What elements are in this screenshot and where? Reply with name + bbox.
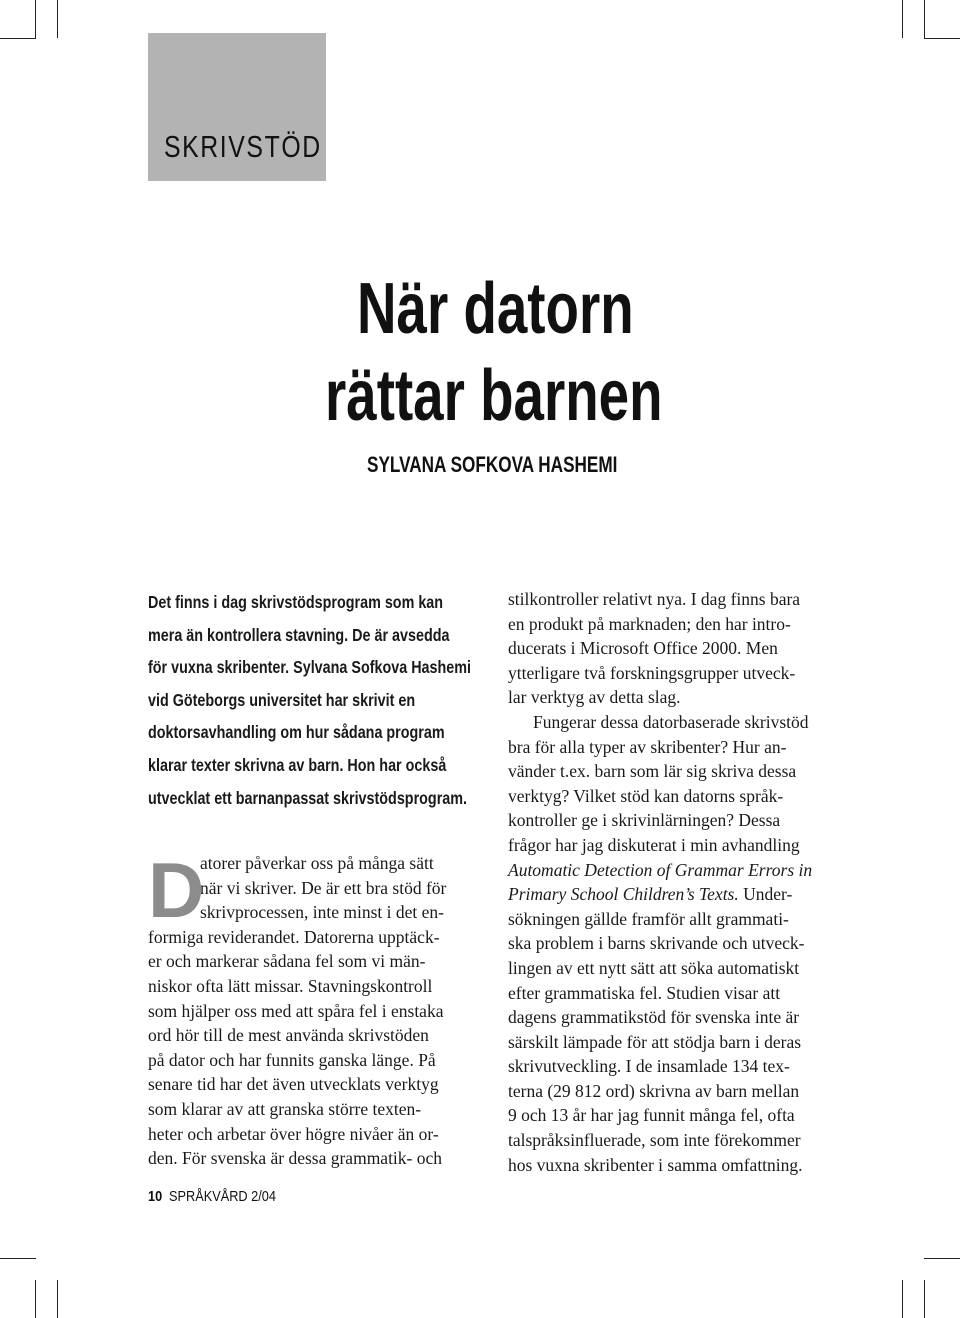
body-line: talspråksinfluerade, som inte förekommer [508,1130,801,1151]
crop-mark-bottom-left-3 [57,1280,58,1318]
body-column-left [148,846,488,1171]
body-line: som hjälper oss med att spåra fel i enstaka [148,1000,444,1021]
crop-mark-bottom-right-1 [924,1258,960,1259]
crop-mark-top-right-2 [924,0,925,38]
body-line: stilkontroller relativt nya. I dag finns bara [508,589,801,609]
crop-mark-top-left-2 [57,0,58,38]
body-line-mixed [508,882,848,907]
page-number: 10 [148,1188,163,1205]
lead-line: för vuxna skribenter. Sylvana Sofkova Hashemi [148,657,472,678]
crop-mark-bottom-right-3 [924,1280,925,1318]
thesis-title-part-2: Primary School Children’s Texts. [508,884,739,905]
page-footer [148,1188,276,1205]
body-column-right [508,587,848,1177]
body-line: niskor ofta lätt missar. Stavningskontroll [148,975,433,996]
crop-mark-top-left-1 [35,0,36,38]
body-line: 9 och 13 år har jag funnit många fel, ofta [508,1105,795,1126]
crop-mark-top-right-1 [902,0,903,38]
body-line: skrivutveckling. I de insamlade 134 tex- [508,1056,790,1077]
body-line: som klarar av att granska större texten- [148,1098,422,1119]
lead-line: klarar texter skrivna av barn. Hon har också [148,754,447,775]
body-line: hos vuxna skribenter i samma omfattning. [508,1154,803,1175]
body-line: senare tid har det även utvecklats verktyg [148,1074,439,1095]
body-line: lar verktyg av detta slag. [508,687,681,708]
body-line-indented: Fungerar dessa datorbaserade skrivstöd [533,711,809,732]
article-title-line-1: När datorn [357,269,634,349]
body-line: efter grammatiska fel. Studien visar att [508,982,781,1003]
lead-line: Det finns i dag skrivstödsprogram som kan [148,592,444,612]
section-header-box [148,33,326,181]
body-line: ytterligare två forskningsgrupper utveck- [508,662,796,683]
body-line: en produkt på marknaden; den har intro- [508,613,791,634]
thesis-title-part-1: Automatic Detection of Grammar Errors in [508,859,813,880]
body-line: sökningen gällde framför allt grammati- [508,908,789,929]
article-title-line-2: rättar barnen [325,356,663,436]
lead-line: doktorsavhandling om hur sådana program [148,722,445,743]
body-line: ducerats i Microsoft Office 2000. Men [508,638,778,659]
lead-line: mera än kontrollera stavning. De är avsedda [148,624,450,645]
body-line: verktyg? Vilket stöd kan datorns språk- [508,785,784,806]
lead-line: utvecklat ett barnanpassat skrivstödsprogram. [148,787,468,808]
body-line: er och markerar sådana fel som vi män- [148,951,426,972]
lead-line: vid Göteborgs universitet har skrivit en [148,689,416,710]
journal-name: SPRÅKVÅRD 2/04 [168,1188,276,1205]
body-line: när vi skriver. De är ett bra stöd för [200,877,447,898]
drop-cap: D [148,846,205,934]
body-line: heter och arbetar över högre nivåer än or- [148,1123,439,1144]
body-line: lingen av ett nytt sätt att söka automatiskt [508,957,800,978]
crop-mark-bottom-right-2 [902,1280,903,1318]
body-line: ord hör till de mest använda skrivstöden [148,1025,429,1046]
section-label: SKRIVSTÖD [164,129,322,164]
body-line: formiga reviderandet. Datorerna upptäck- [148,926,440,947]
body-line: den. För svenska är dessa grammatik- och [148,1148,443,1169]
body-line-continuation: Under- [738,884,793,905]
body-line: bra för alla typer av skribenter? Hur an- [508,736,787,757]
drop-cap-block [148,846,488,934]
crop-mark-top-left-3 [0,38,36,39]
body-line: kontroller ge i skrivinlärningen? Dessa [508,810,781,831]
lead-paragraph [148,586,486,814]
body-line: dagens grammatikstöd för svenska inte är [508,1007,800,1028]
crop-mark-bottom-left-1 [0,1258,36,1259]
body-line-italic [508,858,848,883]
body-line: atorer påverkar oss på många sätt [200,853,434,873]
crop-mark-bottom-left-2 [35,1280,36,1318]
body-line: särskilt lämpade för att stödja barn i deras [508,1031,802,1052]
body-line: ska problem i barns skrivande och utveck- [508,933,805,954]
body-line: terna (29 812 ord) skrivna av barn mellan [508,1080,800,1101]
crop-mark-top-right-3 [924,38,960,39]
article-author: SYLVANA SOFKOVA HASHEMI [367,452,618,477]
body-line: på dator och har funnits ganska länge. På [148,1049,436,1070]
body-line: skrivprocessen, inte minst i det en- [200,902,444,923]
body-line: frågor har jag diskuterat i min avhandling [508,834,800,855]
body-line: vänder t.ex. barn som lär sig skriva dessa [508,761,797,782]
